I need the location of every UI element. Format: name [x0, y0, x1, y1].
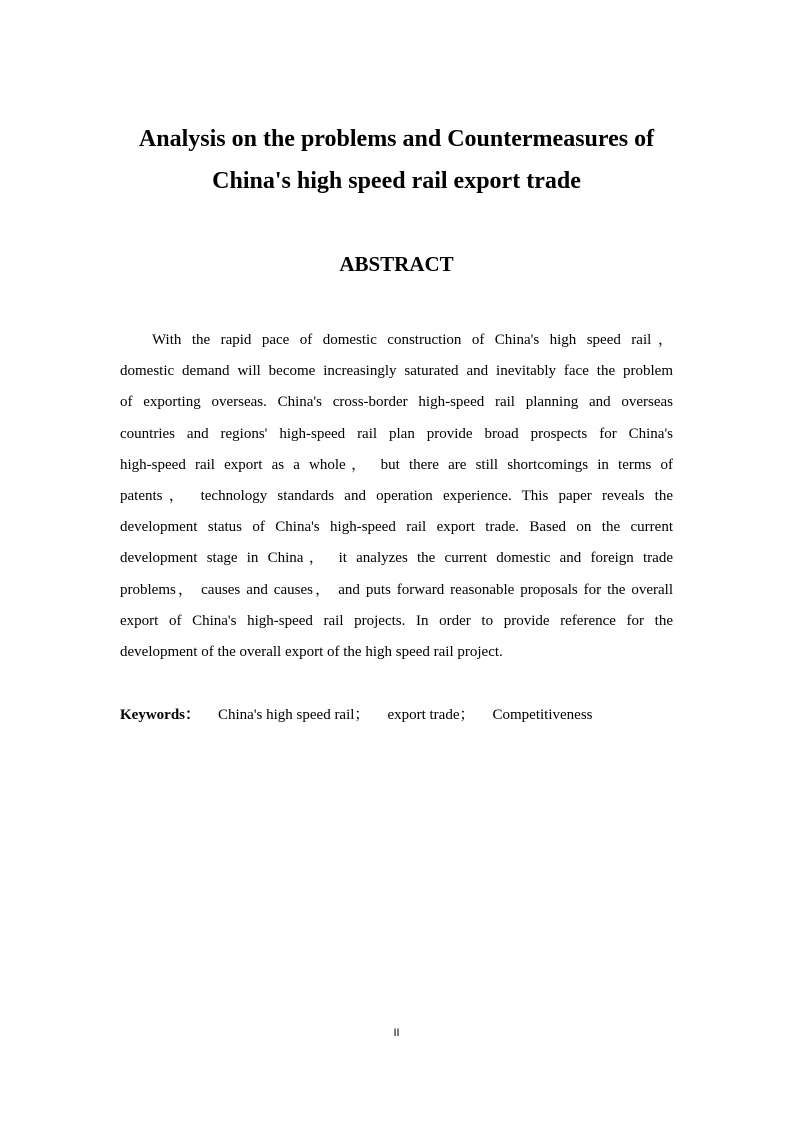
keyword-item: export trade； [387, 707, 475, 723]
title-line-2: China's high speed rail export trade [212, 168, 581, 194]
keyword-item: China's high speed rail； [218, 707, 370, 723]
abstract-line: With the rapid pace of domestic construction of China's high speed rail， [152, 332, 673, 348]
abstract-line: development stage in China， it analyzes the current domestic and foreign trade [120, 550, 673, 567]
keywords-label: Keywords： [120, 707, 200, 723]
keyword-item: Competitiveness [492, 707, 593, 723]
abstract-line: domestic demand will become increasingly saturated and inevitably face the problem [120, 363, 673, 380]
abstract-line: development of the overall export of the high speed rail project. [120, 643, 503, 660]
title-line-1: Analysis on the problems and Countermeasures of [138, 126, 655, 152]
abstract-line: patents， technology standards and operation experience. This paper reveals the [120, 487, 673, 504]
abstract-line: countries and regions' high-speed rail plan provide broad prospects for China's [120, 425, 673, 442]
abstract-line: problems， causes and causes， and puts forward reasonable proposals for the overall [120, 581, 673, 598]
abstract-heading: ABSTRACT [339, 252, 454, 276]
abstract-line: export of China's high-speed rail projects. In order to provide reference for the [120, 612, 673, 629]
page-number: II [393, 1027, 400, 1039]
abstract-body [120, 325, 673, 668]
abstract-line: high-speed rail export as a whole， but there are still shortcomings in terms of [120, 456, 673, 473]
keywords [120, 704, 673, 726]
abstract-line: of exporting overseas. China's cross-border high-speed rail planning and overseas [120, 394, 673, 411]
abstract-line: development status of China's high-speed rail export trade. Based on the current [120, 519, 673, 536]
